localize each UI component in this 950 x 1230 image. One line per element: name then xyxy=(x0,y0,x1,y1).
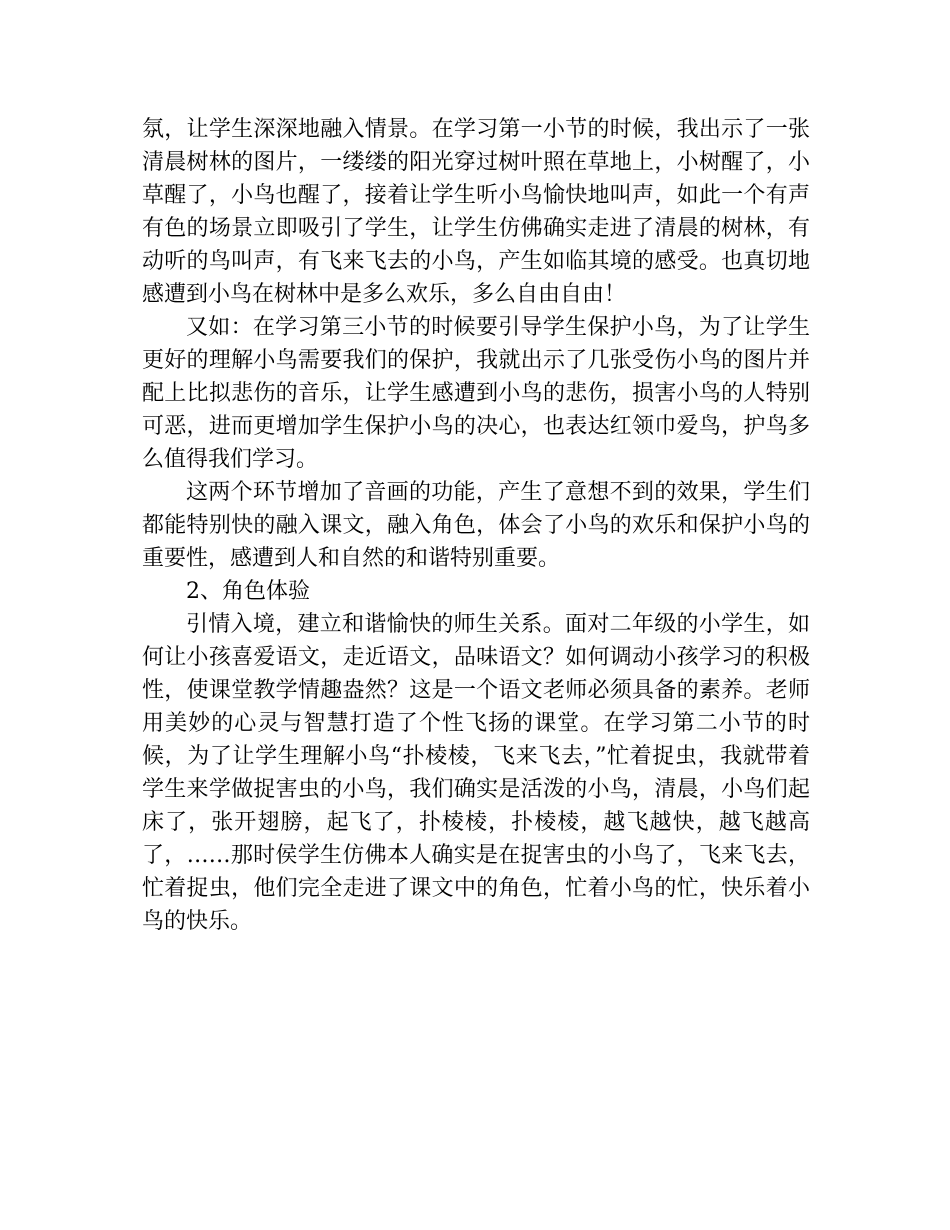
section-heading: 2、角色体验 xyxy=(186,579,310,604)
paragraph-1: 氛，让学生深深地融入情景。在学习第一小节的时候，我出示了一张清晨树林的图片，一缕缕的阳光穿过树叶照在草地上，小树醒了，小草醒了，小鸟也醒了，接着让学生听小鸟愉快地叫声，如此一个有声有色的场景立即吸引了学生，让学生仿佛确实走进了清晨的树林，有动听的鸟叫声，有飞来飞去的小鸟，产生如临其境的感受。也真切地感遭到小鸟在树林中是多么欢乐，多么自由自由！ xyxy=(142,117,810,307)
paragraph-3: 这两个环节增加了音画的功能，产生了意想不到的效果，学生们都能特别快的融入课文，融入角色，体会了小鸟的欢乐和保护小鸟的重要性，感遭到人和自然的和谐特别重要。 xyxy=(142,480,810,571)
paragraph-4: 引情入境，建立和谐愉快的师生关系。面对二年级的小学生，如何让小孩喜爱语文，走近语文，品味语文？如何调动小孩学习的积极性，使课堂教学情趣盎然？这是一个语文老师必须具备的素养。老师用美妙的心灵与智慧打造了个性飞扬的课堂。在学习第二小节的时候，为了让学生理解小鸟“扑棱棱，飞来飞去，”忙着捉虫，我就带着学生来学做捉害虫的小鸟，我们确实是活泼的小鸟，清晨，小鸟们起床了，张开翅膀，起飞了，扑棱棱，扑棱棱，越飞越快，越飞越高了，……那时侯学生仿佛本人确实是在捉害虫的小鸟了，飞来飞去，忙着捉虫，他们完全走进了课文中的角色，忙着小鸟的忙，快乐着小鸟的快乐。 xyxy=(142,612,810,934)
document-page xyxy=(142,113,810,938)
paragraph-2: 又如：在学习第三小节的时候要引导学生保护小鸟，为了让学生更好的理解小鸟需要我们的保护，我就出示了几张受伤小鸟的图片并配上比拟悲伤的音乐，让学生感遭到小鸟的悲伤，损害小鸟的人特别可恶，进而更增加学生保护小鸟的决心，也表达红领巾爱鸟，护鸟多么值得我们学习。 xyxy=(142,315,810,472)
